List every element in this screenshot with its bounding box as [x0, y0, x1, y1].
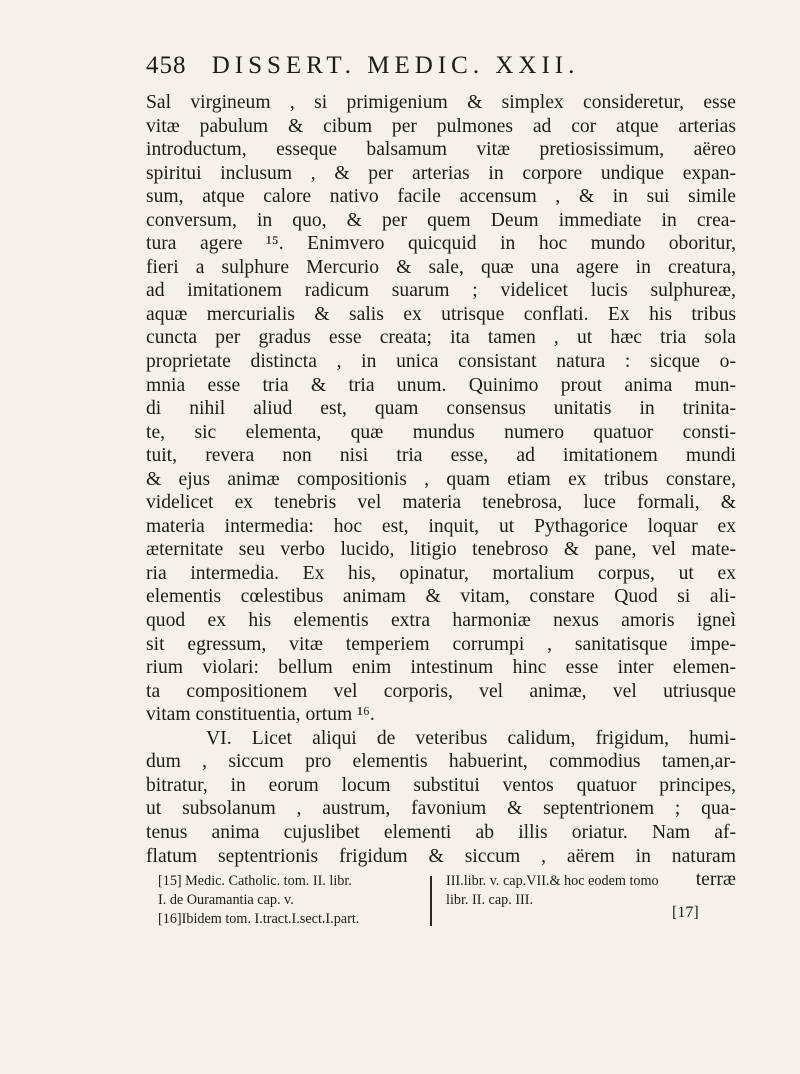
text-line: cuncta per gradus esse creata; ita tamen , ut hæc tria sola	[146, 327, 736, 349]
footnote-line: [16]Ibidem tom. I.tract.I.sect.I.part.	[158, 911, 360, 927]
text-line: aquæ mercurialis & salis ex utrisque conflati. Ex his tribus	[146, 303, 736, 325]
text-line: æternitate seu verbo lucido, litigio tenebroso & pane, vel mate-	[146, 539, 736, 561]
text-line: VI. Licet aliqui de veteribus calidum, frigidum, humi-	[146, 727, 736, 749]
text-line: videlicet ex tenebris vel materia tenebrosa, luce formali, &	[146, 492, 736, 514]
text-line: te, sic elementa, quæ mundus numero quatuor consti-	[146, 421, 736, 443]
text-line: dum , siccum pro elementis habuerint, commodius tamen,ar-	[146, 751, 736, 773]
page-number: 458	[146, 52, 187, 79]
text-line: & ejus animæ compositionis , quam etiam ex tribus constare,	[146, 468, 736, 490]
body-text	[146, 91, 736, 892]
text-line: elementis cœlestibus animam & vitam, constare Quod si ali-	[146, 586, 736, 608]
footnote-line: [15] Medic. Catholic. tom. II. libr.	[158, 873, 352, 889]
text-line: rium violari: bellum enim intestinum hinc esse inter elemen-	[146, 657, 736, 679]
text-line: vitæ pabulum & cibum per pulmones ad cor atque arterias	[146, 115, 736, 137]
text-line: ta compositionem vel corporis, vel animæ, vel utriusque	[146, 680, 736, 702]
running-title: DISSERT. MEDIC. XXII.	[211, 52, 580, 79]
text-line: bitratur, in eorum locum substitui ventos quatuor principes,	[146, 774, 736, 796]
text-line: tura agere ¹⁵. Enimvero quicquid in hoc mundo oboritur,	[146, 233, 736, 255]
text-line: introductum, esseque balsamum vitæ pretiosissimum, aëreo	[146, 139, 736, 161]
signature-mark: [17]	[672, 904, 699, 921]
text-line: ut subsolanum , austrum, favonium & septentrionem ; qua-	[146, 798, 736, 820]
text-line: vitam constituentia, ortum ¹⁶.	[146, 704, 375, 726]
text-line: tuit, revera non nisi tria esse, ad imitationem mundi	[146, 445, 736, 467]
text-line: fieri a sulphure Mercurio & sale, quæ una agere in creatura,	[146, 256, 736, 278]
text-line: tenus anima cujuslibet elementi ab illis oriatur. Nam af-	[146, 821, 736, 843]
text-line: sum, atque calore nativo facile accensum , & in sui simile	[146, 186, 736, 208]
footnote-line: I. de Ouramantia cap. v.	[158, 892, 294, 908]
running-header	[146, 52, 746, 80]
text-line: proprietate distincta , in unica consistant natura : sicque o-	[146, 351, 736, 373]
text-line: ria intermedia. Ex his, opinatur, mortalium corpus, ut ex	[146, 562, 736, 584]
column-divider	[430, 876, 432, 926]
footnote-line: III.libr. v. cap.VII.& hoc eodem tomo	[446, 873, 659, 889]
text-line: conversum, in quo, & per quem Deum immediate in crea-	[146, 209, 736, 231]
text-line: terræ	[695, 869, 736, 891]
footnote-line: libr. II. cap. III.	[446, 892, 534, 908]
footnotes-left-column	[158, 872, 428, 929]
text-line: flatum septentrionis frigidum & siccum , aërem in naturam	[146, 845, 736, 867]
text-line: di nihil aliud est, quam consensus unitatis in trinita-	[146, 398, 736, 420]
text-line: spiritui inclusum , & per arterias in corpore undique expan-	[146, 162, 736, 184]
text-line: mnia esse tria & tria unum. Quinimo prout anima mun-	[146, 374, 736, 396]
text-line: quod ex his elementis extra harmoniæ nexus amoris igneì	[146, 610, 736, 632]
text-line: Sal virgineum , si primigenium & simplex consideretur, esse	[146, 92, 736, 113]
text-line: sit egressum, vitæ temperiem corrumpi , sanitatisque impe-	[146, 633, 736, 655]
text-line: ad imitationem radicum suarum ; videlicet lucis sulphureæ,	[146, 280, 736, 302]
text-line: materia intermedia: hoc est, inquit, ut Pythagorice loquar ex	[146, 515, 736, 537]
